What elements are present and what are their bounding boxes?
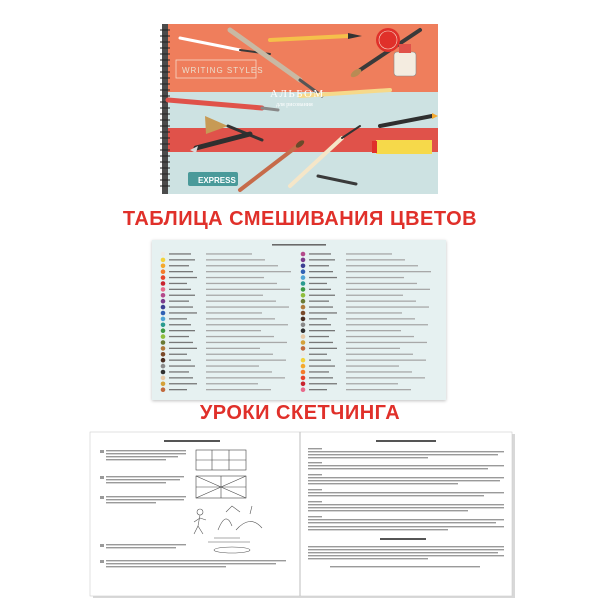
mixing-table-heading: ТАБЛИЦА СМЕШИВАНИЯ ЦВЕТОВ	[122, 208, 478, 230]
sketching-lessons-heading: УРОКИ СКЕТЧИНГА	[199, 402, 401, 424]
right-page-heading	[376, 440, 436, 442]
right-page-subheading	[380, 538, 426, 540]
left-page-heading	[164, 440, 220, 442]
right-page-text	[308, 448, 504, 567]
cover-series-text: WRITING STYLES	[182, 66, 264, 75]
booklet-right-page	[300, 432, 512, 596]
cover-title: АЛЬБОМ	[270, 88, 325, 100]
cover-brand: EXPRESS	[198, 176, 236, 185]
cover-subtitle: для рисования	[276, 102, 313, 108]
